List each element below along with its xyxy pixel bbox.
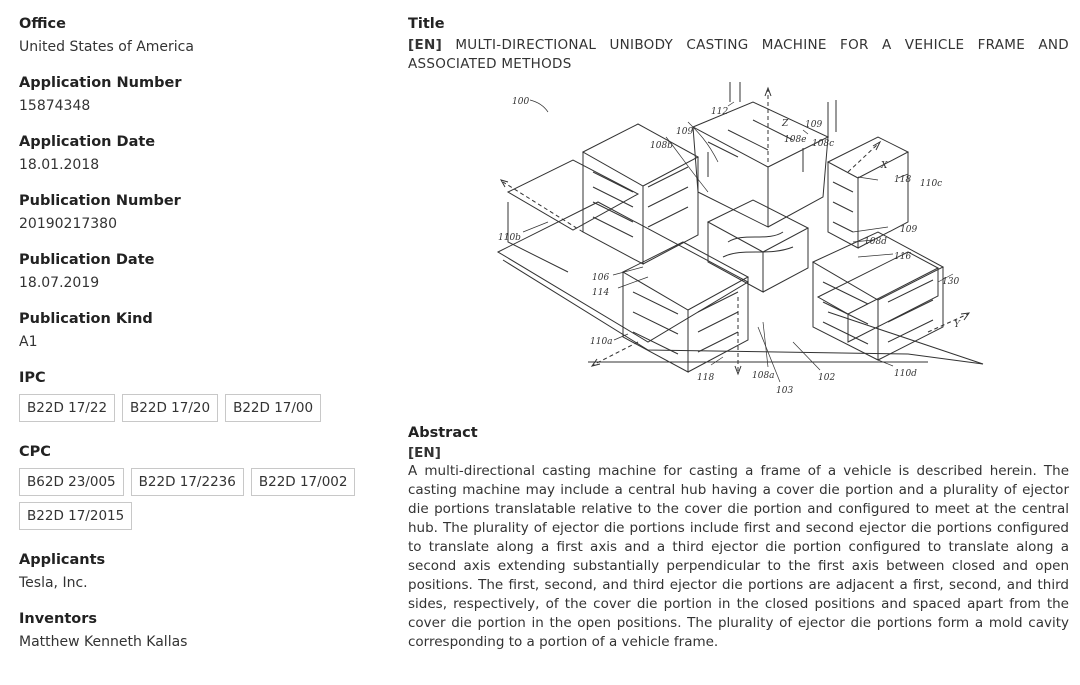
cpc-chip[interactable]: B22D 17/2236: [131, 468, 244, 496]
axis-arrows: [501, 88, 969, 374]
publication-number-label: Publication Number: [19, 193, 181, 209]
ref-118: 118: [697, 373, 715, 383]
office-value: United States of America: [19, 39, 194, 55]
applicants-label: Applicants: [19, 552, 106, 568]
inventors-label: Inventors: [19, 611, 98, 627]
ref-100: 100: [512, 97, 530, 107]
ipc-label: IPC: [19, 370, 46, 386]
axis-y-label: Y: [954, 320, 960, 330]
application-number-label: Application Number: [19, 75, 182, 91]
content-panel: [408, 14, 1069, 652]
office-label: Office: [19, 16, 66, 32]
right-die: [828, 137, 908, 248]
ref-110c: 110c: [920, 179, 943, 189]
inventors-field: [19, 609, 379, 652]
ref-106: 106: [592, 273, 610, 283]
cpc-chip[interactable]: B22D 17/2015: [19, 502, 132, 530]
publication-date-field: [19, 250, 379, 293]
inventors-value[interactable]: Matthew Kenneth Kallas: [19, 634, 188, 650]
ref-109: 109: [805, 120, 823, 130]
ref-112: 112: [711, 107, 729, 117]
ipc-field: [19, 368, 379, 428]
publication-kind-field: [19, 309, 379, 352]
ref-114: 114: [592, 288, 610, 298]
abstract-lang: [EN]: [408, 445, 441, 461]
ref-103: 103: [776, 386, 794, 396]
front-left-die: [623, 242, 748, 372]
cpc-chips: [19, 468, 379, 536]
ref-118: 118: [894, 175, 912, 185]
axis-x-label: X: [881, 161, 888, 171]
ipc-chip[interactable]: B22D 17/22: [19, 394, 115, 422]
ipc-chip[interactable]: B22D 17/00: [225, 394, 321, 422]
patent-drawing[interactable]: [408, 82, 1069, 412]
ref-108c: 108c: [812, 139, 835, 149]
application-date-label: Application Date: [19, 134, 156, 150]
ref-109: 109: [900, 225, 918, 235]
title-lang: [EN]: [408, 37, 443, 53]
bibliographic-panel: [19, 14, 379, 668]
ref-116: 116: [894, 252, 912, 262]
ref-109: 109: [676, 127, 694, 137]
publication-date-label: Publication Date: [19, 252, 155, 268]
ipc-chips: [19, 394, 379, 428]
title-text: [408, 36, 1069, 74]
ref-108e: 108e: [784, 135, 807, 145]
cpc-chip[interactable]: B22D 17/002: [251, 468, 356, 496]
ref-130: 130: [942, 277, 960, 287]
applicants-field: [19, 550, 379, 593]
ref-108d: 108d: [864, 237, 887, 247]
abstract-label: Abstract: [408, 425, 478, 441]
publication-kind-value: A1: [19, 334, 38, 350]
application-date-value: 18.01.2018: [19, 157, 100, 173]
ref-108b: 108b: [650, 141, 673, 151]
ref-102: 102: [818, 373, 836, 383]
publication-date-value: 18.07.2019: [19, 275, 100, 291]
application-number-field: [19, 73, 379, 116]
cpc-field: [19, 442, 379, 536]
abstract-text: A multi-directional casting machine for casting a frame of a vehicle is described herein. The casting machine may include a central hub having a cover die portion and a plurality of ejector die portions translatable relative to the cover die portion and configured to meet at the central hub. The plurality of ejector die portions include first and second ejector die portions configured to translate along a first axis and a third ejector die portion configured to translate along a second axis extending substantially perpendicular to the first axis between closed and open positions. The first, second, and third ejector die portions are adjacent a first, second, and third sides, respectively, of the cover die portion in the closed positions and spaced apart from the cover die portion in the open positions. The plurality of ejector die portions form a mold cavity corresponding to a portion of a vehicle frame.: [408, 463, 1069, 650]
title-label: Title: [408, 16, 445, 32]
ref-108a: 108a: [752, 371, 775, 381]
ipc-chip[interactable]: B22D 17/20: [122, 394, 218, 422]
publication-kind-label: Publication Kind: [19, 311, 153, 327]
applicants-value[interactable]: Tesla, Inc.: [19, 575, 88, 591]
ref-110b: 110b: [498, 233, 521, 243]
title-value: MULTI-DIRECTIONAL UNIBODY CASTING MACHINE FOR A VEHICLE FRAME AND ASSOCIATED METHODS: [408, 37, 1069, 72]
publication-number-field: [19, 191, 379, 234]
cover-die: [693, 82, 836, 227]
front-right-die: [813, 232, 943, 360]
ref-110d: 110d: [894, 369, 917, 379]
cpc-label: CPC: [19, 444, 51, 460]
cpc-chip[interactable]: B62D 23/005: [19, 468, 124, 496]
application-number-value: 15874348: [19, 98, 91, 114]
base-rails: [498, 160, 983, 364]
axis-z-label: Z: [782, 119, 789, 129]
publication-number-value: 20190217380: [19, 216, 117, 232]
office-field: [19, 14, 379, 57]
ref-110a: 110a: [590, 337, 613, 347]
application-date-field: [19, 132, 379, 175]
